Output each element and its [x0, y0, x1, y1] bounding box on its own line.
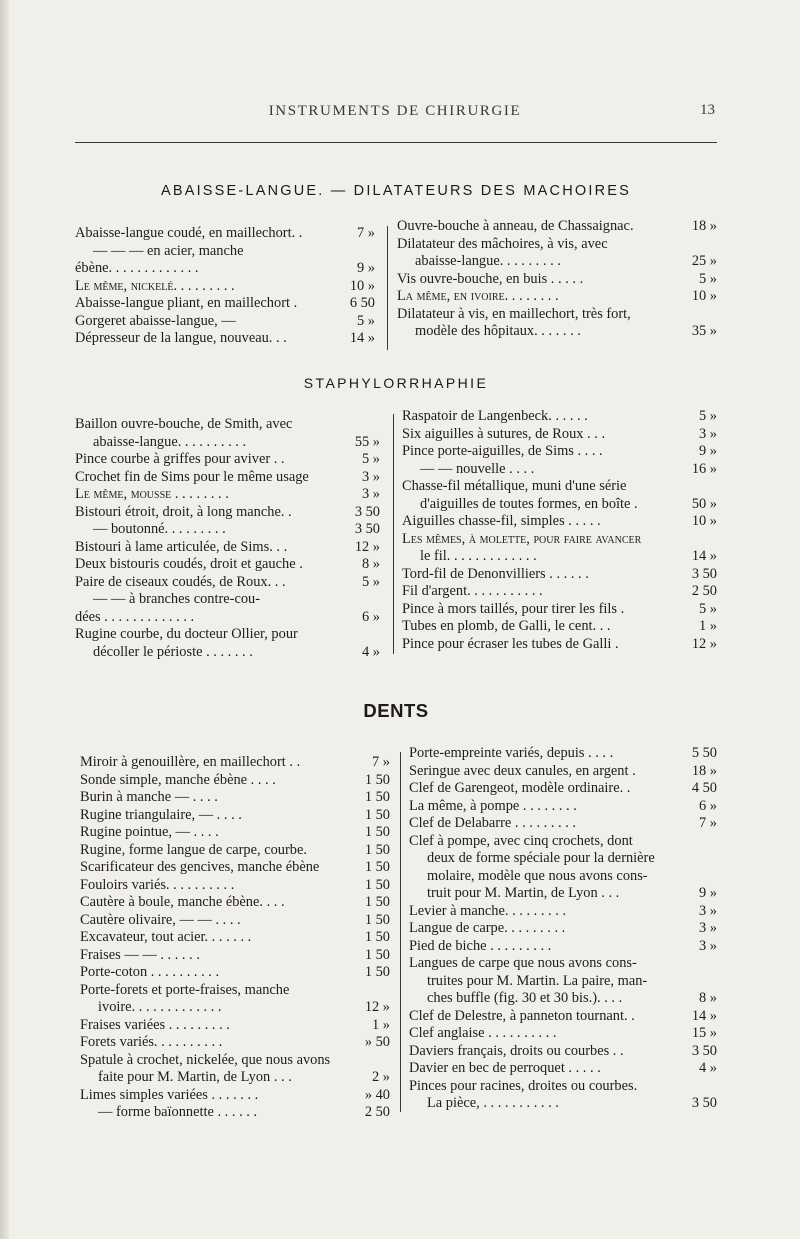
catalog-entry: [75, 243, 375, 261]
entry-price: 2 50: [691, 583, 717, 599]
entry-text: Scarificateur des gencives, manche ébène: [80, 859, 320, 875]
catalog-entry: [75, 574, 380, 592]
entry-price: 6 50: [349, 295, 375, 311]
catalog-entry: [409, 920, 717, 938]
entry-price: 10 »: [691, 513, 717, 529]
catalog-entry: [409, 1025, 717, 1043]
entry-price: 1 50: [364, 841, 390, 858]
entry-text: Langue de carpe. . . . . . . . .: [409, 920, 566, 936]
entry-text: Abaisse-langue pliant, en maillechort .: [75, 295, 298, 311]
entry-price: 9 »: [699, 443, 717, 459]
entry-text: truites pour M. Martin. La paire, man-: [427, 972, 648, 989]
entry-text: Burin à manche — . . . .: [80, 789, 218, 805]
entry-text: Raspatoir de Langenbeck. . . . . .: [402, 408, 588, 424]
entry-text: Rugine triangulaire, — . . . .: [80, 806, 242, 823]
catalog-entry: [80, 982, 390, 1000]
catalog-entry: [409, 990, 717, 1008]
entry-price: 12 »: [354, 538, 380, 555]
catalog-entry: [409, 903, 717, 921]
entry-text: Rugine, forme langue de carpe, courbe.: [80, 841, 307, 858]
entry-text: Cautère à boule, manche ébène. . . .: [80, 894, 285, 910]
catalog-entry: [397, 306, 717, 324]
entry-text: Dépresseur de la langue, nouveau. . .: [75, 330, 287, 346]
entry-text: — forme baïonnette . . . . . .: [98, 1104, 258, 1120]
entry-price: 7 »: [699, 815, 717, 831]
entry-price: » 40: [364, 1086, 390, 1103]
catalog-entry: [80, 859, 390, 877]
catalog-entry: [75, 278, 375, 296]
catalog-entry: [75, 295, 375, 313]
entry-price: 3 50: [691, 1095, 717, 1111]
entry-price: 5 »: [699, 270, 717, 287]
catalog-entry: [75, 591, 380, 609]
entry-text: Bistouri à lame articulée, de Sims. . .: [75, 538, 288, 555]
entry-text: — — nouvelle . . . .: [420, 460, 535, 477]
entry-text: Chasse-fil métallique, muni d'une série: [402, 478, 627, 494]
entry-text: Rugine courbe, du docteur Ollier, pour: [75, 626, 298, 642]
entry-price: 1 50: [364, 964, 390, 980]
catalog-entry: [75, 225, 375, 243]
section-title-abaisse-langue: ABAISSE-LANGUE. — DILATATEURS DES MACHOIRES: [160, 183, 632, 199]
entry-text: Spatule à crochet, nickelée, que nous avons: [80, 1051, 331, 1068]
catalog-entry: [402, 583, 717, 601]
entry-text: Les mêmes, à molette, pour faire avancer: [402, 530, 642, 547]
entry-text: modèle des hôpitaux. . . . . . .: [415, 323, 581, 339]
entry-text: Dilatateur des mâchoires, à vis, avec: [397, 235, 608, 252]
entry-text: abaisse-langue. . . . . . . . .: [415, 253, 561, 269]
catalog-entry: [402, 601, 717, 619]
entry-price: 2 »: [372, 1069, 390, 1085]
catalog-entry: [409, 1008, 717, 1026]
entry-text: truit pour M. Martin, de Lyon . . .: [427, 885, 620, 901]
entry-text: La même, en ivoire. . . . . . . .: [397, 288, 559, 304]
section-title-dents: DENTS: [363, 700, 429, 721]
entry-text: Porte-coton . . . . . . . . . .: [80, 964, 220, 980]
catalog-entry: [409, 763, 717, 781]
catalog-entry: [80, 1069, 390, 1087]
entry-text: Fraises variées . . . . . . . . .: [80, 1016, 230, 1033]
entry-text: ches buffle (fig. 30 et 30 bis.). . . .: [427, 990, 623, 1006]
catalog-entry: [409, 1078, 717, 1096]
entry-text: Bistouri étroit, droit, à long manche. .: [75, 503, 292, 520]
entry-price: 3 »: [362, 486, 380, 502]
catalog-entry: [80, 842, 390, 860]
entry-price: 1 50: [364, 789, 390, 805]
catalog-entry: [402, 426, 717, 444]
entry-text: Fouloirs variés. . . . . . . . . .: [80, 876, 235, 893]
catalog-entry: [402, 636, 717, 654]
entry-price: 1 50: [364, 824, 390, 840]
entry-price: 6 »: [699, 797, 717, 814]
entry-price: 5 »: [362, 573, 380, 590]
entry-price: 1 50: [364, 911, 390, 928]
entry-text: Le même, nickelé. . . . . . . . .: [75, 277, 235, 294]
catalog-entry: [80, 824, 390, 842]
catalog-entry: [80, 772, 390, 790]
entry-price: 3 50: [691, 565, 717, 582]
catalog-entry: [402, 496, 717, 514]
entry-price: 5 »: [362, 451, 380, 467]
entry-text: deux de forme spéciale pour la dernière: [427, 850, 655, 866]
catalog-entry: [397, 218, 717, 236]
entry-price: 3 »: [699, 920, 717, 936]
entry-price: 4 »: [699, 1060, 717, 1076]
entry-text: — — — en acier, manche: [93, 242, 244, 259]
column-divider: [400, 752, 401, 1112]
entry-price: 18 »: [691, 218, 717, 234]
entry-text: Excavateur, tout acier. . . . . . .: [80, 929, 252, 945]
catalog-entry: [409, 798, 717, 816]
entry-text: décoller le périoste . . . . . . .: [93, 643, 253, 660]
entry-text: Forets variés. . . . . . . . . .: [80, 1034, 223, 1050]
running-title: INSTRUMENTS DE CHIRURGIE: [268, 103, 522, 119]
catalog-entry: [402, 531, 717, 549]
entry-text: Miroir à genouillère, en maillechort . .: [80, 754, 301, 770]
entry-text: Fil d'argent. . . . . . . . . . .: [402, 583, 543, 599]
entry-price: 5 »: [357, 312, 375, 329]
entry-price: 3 »: [699, 937, 717, 954]
entry-price: 14 »: [691, 1007, 717, 1024]
catalog-entry: [75, 556, 380, 574]
catalog-entry: [75, 486, 380, 504]
entry-text: Porte-empreinte variés, depuis . . . .: [409, 745, 614, 761]
running-head: [75, 103, 715, 125]
entry-text: Ouvre-bouche à anneau, de Chassaignac.: [397, 218, 634, 234]
entry-price: 1 50: [364, 859, 390, 875]
dents-right-column: [409, 745, 717, 1113]
entry-text: dées . . . . . . . . . . . . .: [75, 608, 195, 625]
entry-price: 1 50: [364, 876, 390, 893]
entry-price: 5 »: [699, 600, 717, 617]
catalog-entry: [75, 469, 380, 487]
entry-text: Six aiguilles à sutures, de Roux . . .: [402, 425, 606, 442]
entry-text: — boutonné. . . . . . . . .: [93, 521, 226, 537]
catalog-entry: [75, 330, 375, 348]
entry-text: Seringue avec deux canules, en argent .: [409, 762, 636, 779]
entry-price: 7 »: [357, 225, 375, 241]
entry-price: 5 »: [699, 408, 717, 424]
entry-text: Deux bistouris coudés, droit et gauche .: [75, 556, 303, 572]
catalog-entry: [80, 754, 390, 772]
entry-text: Aiguilles chasse-fil, simples . . . . .: [402, 513, 601, 529]
entry-price: 4 50: [691, 780, 717, 796]
entry-price: 1 »: [699, 618, 717, 634]
entry-text: Clef de Delabarre . . . . . . . . .: [409, 815, 577, 831]
entry-price: 8 »: [699, 990, 717, 1006]
entry-text: Baillon ouvre-bouche, de Smith, avec: [75, 416, 293, 432]
entry-price: 3 50: [691, 1042, 717, 1059]
catalog-entry: [75, 451, 380, 469]
entry-text: Limes simples variées . . . . . . .: [80, 1086, 259, 1103]
entry-price: 5 50: [691, 745, 717, 761]
entry-text: Clef à pompe, avec cinq crochets, dont: [409, 832, 633, 849]
entry-text: Pied de biche . . . . . . . . .: [409, 937, 552, 954]
abaisse-left-column: [75, 225, 375, 348]
catalog-entry: [397, 236, 717, 254]
entry-price: 1 50: [364, 929, 390, 945]
catalog-entry: [409, 955, 717, 973]
entry-price: 1 »: [372, 1016, 390, 1033]
catalog-entry: [75, 260, 375, 278]
entry-text: Clef de Garengeot, modèle ordinaire. .: [409, 780, 631, 796]
entry-price: 3 »: [362, 468, 380, 485]
entry-text: — — à branches contre-cou-: [93, 591, 261, 607]
catalog-entry: [409, 973, 717, 991]
catalog-entry: [75, 416, 380, 434]
entry-price: 10 »: [691, 288, 717, 304]
entry-price: 9 »: [699, 885, 717, 901]
page-number: 13: [700, 102, 715, 118]
catalog-entry: [80, 877, 390, 895]
entry-text: Sonde simple, manche ébène . . . .: [80, 771, 276, 788]
catalog-entry: [80, 1087, 390, 1105]
entry-text: Pince à mors taillés, pour tirer les fils .: [402, 600, 625, 617]
catalog-entry: [402, 548, 717, 566]
entry-price: 1 50: [364, 806, 390, 823]
entry-price: 3 »: [699, 902, 717, 919]
entry-text: Tubes en plomb, de Galli, le cent. . .: [402, 618, 611, 634]
catalog-entry: [80, 912, 390, 930]
catalog-entry: [402, 461, 717, 479]
catalog-entry: [402, 478, 717, 496]
catalog-entry: [80, 947, 390, 965]
entry-price: 16 »: [691, 460, 717, 477]
entry-text: Pince pour écraser les tubes de Galli .: [402, 635, 619, 652]
entry-price: 50 »: [691, 495, 717, 512]
entry-price: 2 50: [364, 1104, 390, 1120]
catalog-entry: [397, 253, 717, 271]
entry-price: 10 »: [349, 277, 375, 294]
entry-price: 7 »: [372, 754, 390, 770]
entry-text: le fil. . . . . . . . . . . . .: [420, 548, 537, 564]
entry-text: Clef de Delestre, à panneton tournant. .: [409, 1007, 635, 1024]
entry-price: 3 »: [699, 425, 717, 442]
catalog-entry: [402, 408, 717, 426]
entry-text: Langues de carpe que nous avons cons-: [409, 955, 637, 971]
catalog-entry: [402, 566, 717, 584]
entry-price: 12 »: [691, 635, 717, 652]
header-rule: [75, 142, 717, 143]
entry-text: La pièce, . . . . . . . . . . .: [427, 1095, 559, 1111]
entry-text: d'aiguilles de toutes formes, en boîte .: [420, 495, 638, 512]
entry-text: Dilatateur à vis, en maillechort, très fort,: [397, 305, 631, 322]
entry-text: Vis ouvre-bouche, en buis . . . . .: [397, 270, 584, 287]
entry-text: Pinces pour racines, droites ou courbes.: [409, 1077, 638, 1094]
column-divider: [393, 414, 394, 654]
dents-left-column: [80, 754, 390, 1122]
catalog-entry: [409, 815, 717, 833]
entry-text: Paire de ciseaux coudés, de Roux. . .: [75, 573, 286, 590]
catalog-entry: [75, 313, 375, 331]
catalog-entry: [75, 609, 380, 627]
entry-text: Cautère olivaire, — — . . . .: [80, 911, 241, 928]
catalog-entry: [402, 513, 717, 531]
entry-price: 1 50: [364, 894, 390, 910]
entry-text: Levier à manche. . . . . . . . .: [409, 902, 567, 919]
catalog-entry: [397, 288, 717, 306]
catalog-entry: [75, 644, 380, 662]
entry-text: La même, à pompe . . . . . . . .: [409, 797, 577, 814]
entry-text: abaisse-langue. . . . . . . . . .: [93, 433, 247, 450]
catalog-entry: [80, 1034, 390, 1052]
entry-text: Pince porte-aiguilles, de Sims . . . .: [402, 443, 603, 459]
catalog-entry: [409, 868, 717, 886]
entry-price: 3 50: [354, 503, 380, 520]
entry-text: Abaisse-langue coudé, en maillechort. .: [75, 225, 303, 241]
catalog-entry: [409, 1095, 717, 1113]
entry-price: 15 »: [691, 1025, 717, 1041]
entry-text: Pince courbe à griffes pour aviver . .: [75, 451, 285, 467]
entry-text: Davier en bec de perroquet . . . . .: [409, 1060, 601, 1076]
entry-price: » 50: [364, 1034, 390, 1050]
entry-price: 4 »: [362, 643, 380, 660]
catalog-entry: [80, 964, 390, 982]
entry-text: Rugine pointue, — . . . .: [80, 824, 219, 840]
staph-right-column: [402, 408, 717, 653]
entry-price: 55 »: [354, 433, 380, 450]
entry-text: Tord-fil de Denonvilliers . . . . . .: [402, 565, 589, 582]
catalog-entry: [80, 929, 390, 947]
catalog-entry: [409, 1043, 717, 1061]
entry-text: Daviers français, droits ou courbes . .: [409, 1042, 624, 1059]
entry-text: ébène. . . . . . . . . . . . .: [75, 260, 199, 276]
catalog-entry: [75, 434, 380, 452]
catalog-entry: [409, 885, 717, 903]
catalog-entry: [397, 271, 717, 289]
catalog-entry: [409, 938, 717, 956]
entry-text: ivoire. . . . . . . . . . . . .: [98, 999, 222, 1015]
entry-price: 1 50: [364, 771, 390, 788]
entry-price: 6 »: [362, 608, 380, 625]
catalog-entry: [80, 999, 390, 1017]
catalog-entry: [80, 1017, 390, 1035]
entry-text: Porte-forets et porte-fraises, manche: [80, 981, 290, 998]
entry-price: 25 »: [691, 253, 717, 269]
catalog-entry: [75, 626, 380, 644]
catalog-entry: [80, 807, 390, 825]
entry-text: Gorgeret abaisse-langue, —: [75, 312, 236, 329]
entry-price: 14 »: [349, 330, 375, 346]
catalog-entry: [75, 504, 380, 522]
entry-price: 18 »: [691, 762, 717, 779]
catalog-entry: [409, 1060, 717, 1078]
entry-price: 3 50: [354, 521, 380, 537]
catalog-entry: [80, 894, 390, 912]
catalog-entry: [397, 323, 717, 341]
entry-text: Clef anglaise . . . . . . . . . .: [409, 1025, 557, 1041]
entry-price: 14 »: [691, 548, 717, 564]
catalog-entry: [402, 443, 717, 461]
catalog-entry: [80, 1052, 390, 1070]
entry-price: 9 »: [357, 260, 375, 276]
column-divider: [387, 226, 388, 350]
staph-left-column: [75, 416, 380, 661]
catalog-entry: [402, 618, 717, 636]
entry-text: Le même, mousse . . . . . . . .: [75, 486, 229, 502]
entry-price: 1 50: [364, 946, 390, 963]
abaisse-right-column: [397, 218, 717, 341]
catalog-entry: [75, 521, 380, 539]
entry-text: faite pour M. Martin, de Lyon . . .: [98, 1069, 292, 1085]
entry-text: Crochet fin de Sims pour le même usage: [75, 468, 309, 485]
catalog-entry: [80, 1104, 390, 1122]
entry-text: Fraises — — . . . . . .: [80, 946, 200, 963]
entry-price: 8 »: [362, 556, 380, 572]
catalog-entry: [409, 745, 717, 763]
section-title-staphylorrhaphie: STAPHYLORRHAPHIE: [303, 375, 489, 391]
entry-price: 12 »: [364, 999, 390, 1015]
entry-price: 35 »: [691, 323, 717, 339]
catalog-entry: [409, 780, 717, 798]
catalog-entry: [75, 539, 380, 557]
catalog-entry: [409, 850, 717, 868]
page-binding-edge: [0, 0, 9, 1239]
catalog-entry: [80, 789, 390, 807]
entry-text: molaire, modèle que nous avons cons-: [427, 867, 648, 884]
catalog-entry: [409, 833, 717, 851]
